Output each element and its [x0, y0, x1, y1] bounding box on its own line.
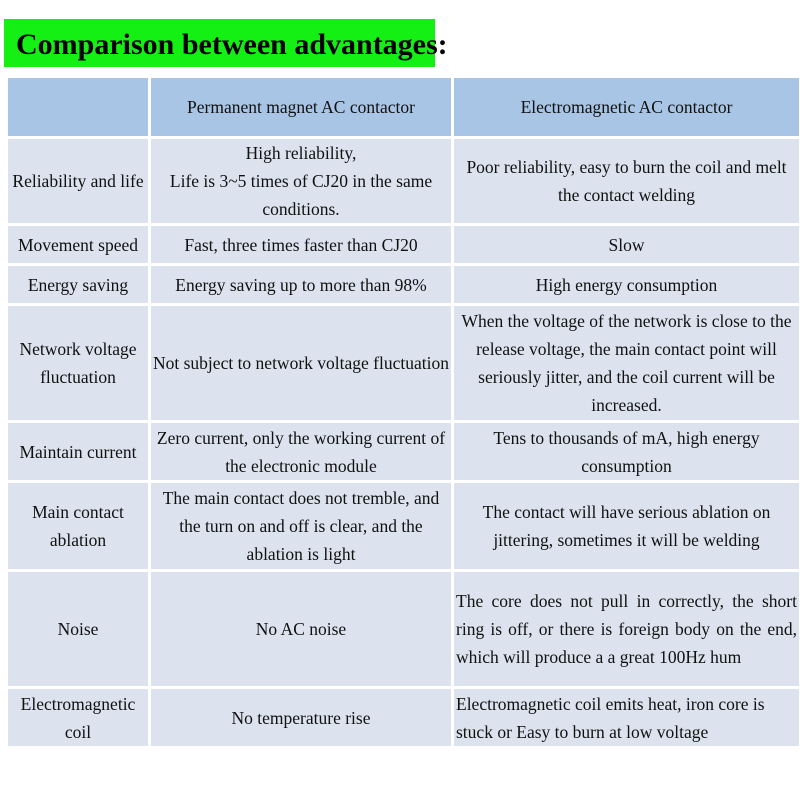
header-cell-permanent: Permanent magnet AC contactor: [151, 78, 451, 136]
electromagnetic-cell: High energy consumption: [454, 266, 799, 303]
feature-cell: Noise: [8, 572, 148, 686]
table-row: [8, 139, 799, 223]
feature-cell: Network voltage fluctuation: [8, 306, 148, 420]
feature-cell: Electromagnetic coil: [8, 689, 148, 746]
electromagnetic-cell: Tens to thousands of mA, high energy consumption: [454, 423, 799, 480]
permanent-cell: Fast, three times faster than CJ20: [151, 226, 451, 263]
electromagnetic-cell: Poor reliability, easy to burn the coil and melt the contact welding: [454, 139, 799, 223]
permanent-cell: Energy saving up to more than 98%: [151, 266, 451, 303]
table-row: [8, 226, 799, 263]
electromagnetic-cell: Electromagnetic coil emits heat, iron core is stuck or Easy to burn at low voltage: [454, 689, 799, 746]
permanent-line: Life is 3~5 times of CJ20 in the same conditions.: [169, 171, 433, 219]
permanent-cell: Zero current, only the working current of the electronic module: [151, 423, 451, 480]
electromagnetic-cell: When the voltage of the network is close to the release voltage, the main contact point will seriously jitter, and the coil current will be increased.: [454, 306, 799, 420]
table-row: [8, 423, 799, 480]
header-cell-feature: [8, 78, 148, 136]
table-row: [8, 572, 799, 686]
feature-cell: Main contact ablation: [8, 483, 148, 569]
permanent-cell: No AC noise: [151, 572, 451, 686]
permanent-cell: The main contact does not tremble, and the turn on and off is clear, and the ablation is light: [151, 483, 451, 569]
header-cell-electromagnetic: Electromagnetic AC contactor: [454, 78, 799, 136]
permanent-cell: [151, 139, 451, 223]
feature-cell: Energy saving: [8, 266, 148, 303]
permanent-cell: No temperature rise: [151, 689, 451, 746]
feature-cell: Movement speed: [8, 226, 148, 263]
feature-cell: Reliability and life: [8, 139, 148, 223]
table-row: [8, 483, 799, 569]
electromagnetic-cell: The core does not pull in correctly, the short ring is off, or there is foreign body on the end, which will produce a a great 100Hz hum: [454, 572, 799, 686]
page-title: Comparison between advantages:: [4, 19, 435, 67]
table-header-row: [8, 78, 799, 136]
comparison-table: [5, 75, 800, 749]
table-row: [8, 266, 799, 303]
permanent-line: High reliability,: [245, 143, 357, 163]
feature-cell: Maintain current: [8, 423, 148, 480]
electromagnetic-cell: The contact will have serious ablation on jittering, sometimes it will be welding: [454, 483, 799, 569]
table-row: [8, 306, 799, 420]
table-row: [8, 689, 799, 746]
permanent-cell: Not subject to network voltage fluctuation: [151, 306, 451, 420]
electromagnetic-cell: Slow: [454, 226, 799, 263]
